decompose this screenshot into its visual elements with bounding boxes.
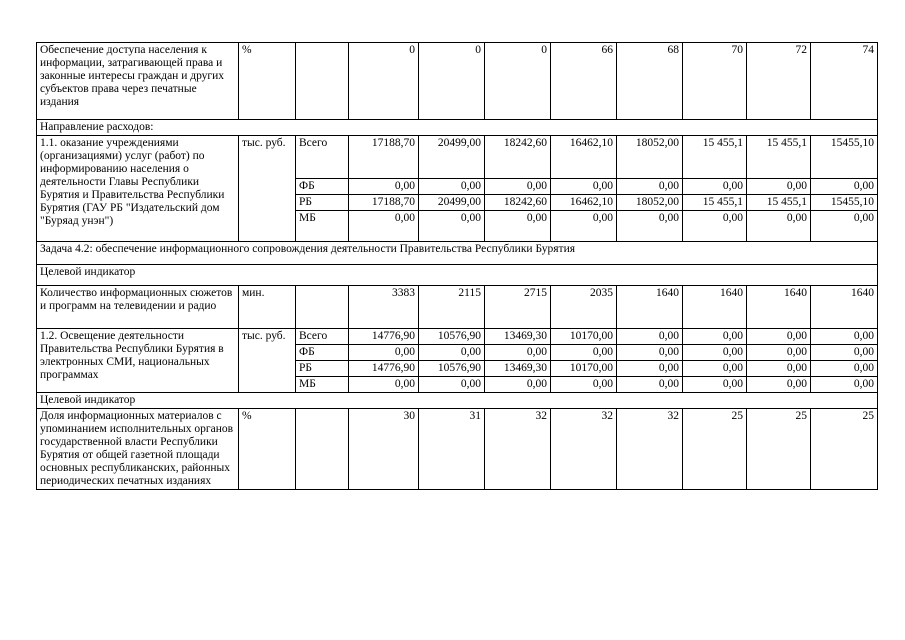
section-heading-indicator: Целевой индикатор (37, 265, 878, 286)
row-unit: мин. (239, 286, 296, 329)
value-cell: 16462,10 (551, 195, 617, 211)
row-name: 1.1. оказание учреждениями (организациями) услуг (работ) по информированию населения о деятельности Главы Республики Бурятия и Правительства Республики Бурятия (ГАУ РБ "Издательский дом "Буряад унэн") (37, 136, 239, 242)
value-cell: 0,00 (683, 345, 747, 361)
value-cell: 13469,30 (485, 361, 551, 377)
value-cell: 0,00 (683, 377, 747, 393)
value-cell: 0,00 (811, 179, 878, 195)
value-cell: 15455,10 (811, 195, 878, 211)
value-cell: 10170,00 (551, 329, 617, 345)
value-cell: 0,00 (617, 329, 683, 345)
sub-label: Всего (296, 329, 349, 345)
value-cell: 13469,30 (485, 329, 551, 345)
value-cell: 30 (349, 409, 419, 490)
row-name: Обеспечение доступа населения к информации, затрагивающей права и законные интересы граждан и других субъектов права через печатные издания (37, 43, 239, 120)
value-cell: 0,00 (485, 377, 551, 393)
row-name: 1.2. Освещение деятельности Правительства Республики Бурятия в электронных СМИ, национальных программах (37, 329, 239, 393)
value-cell: 10576,90 (419, 361, 485, 377)
sub-label: Всего (296, 136, 349, 179)
value-cell: 0,00 (617, 361, 683, 377)
value-cell: 0,00 (485, 345, 551, 361)
value-cell: 0 (419, 43, 485, 120)
value-cell: 70 (683, 43, 747, 120)
value-cell: 0,00 (419, 377, 485, 393)
value-cell: 25 (811, 409, 878, 490)
value-cell: 15 455,1 (683, 136, 747, 179)
value-cell: 20499,00 (419, 136, 485, 179)
value-cell: 0,00 (811, 345, 878, 361)
value-cell: 17188,70 (349, 136, 419, 179)
value-cell: 0,00 (349, 345, 419, 361)
value-cell: 0,00 (683, 329, 747, 345)
value-cell: 15455,10 (811, 136, 878, 179)
value-cell: 0,00 (485, 211, 551, 242)
value-cell: 18242,60 (485, 195, 551, 211)
value-cell: 0,00 (419, 345, 485, 361)
table-row-section (37, 120, 878, 136)
table-row-r12-total (37, 329, 878, 345)
value-cell: 0,00 (349, 211, 419, 242)
value-cell: 0,00 (617, 179, 683, 195)
value-cell: 0,00 (747, 345, 811, 361)
value-cell: 32 (551, 409, 617, 490)
section-heading-indicator: Целевой индикатор (37, 393, 878, 409)
value-cell: 1640 (747, 286, 811, 329)
value-cell: 0,00 (617, 345, 683, 361)
value-cell: 10576,90 (419, 329, 485, 345)
table-row-tv (37, 286, 878, 329)
value-cell: 2115 (419, 286, 485, 329)
value-cell: 2715 (485, 286, 551, 329)
value-cell: 18052,00 (617, 136, 683, 179)
value-cell: 3383 (349, 286, 419, 329)
value-cell: 0,00 (747, 179, 811, 195)
row-name: Количество информационных сюжетов и программ на телевидении и радио (37, 286, 239, 329)
value-cell: 0,00 (747, 211, 811, 242)
row-unit: % (239, 43, 296, 120)
value-cell: 0,00 (551, 345, 617, 361)
value-cell: 68 (617, 43, 683, 120)
value-cell: 0,00 (551, 211, 617, 242)
value-cell: 0,00 (419, 179, 485, 195)
value-cell: 0,00 (747, 361, 811, 377)
value-cell: 0,00 (747, 329, 811, 345)
value-cell: 14776,90 (349, 361, 419, 377)
value-cell: 0,00 (419, 211, 485, 242)
sub-label: МБ (296, 377, 349, 393)
value-cell: 14776,90 (349, 329, 419, 345)
row-unit: тыс. руб. (239, 329, 296, 393)
row-name: Доля информационных материалов с упоминанием исполнительных органов государственной власти Республики Бурятия от общей газетной площади основных республиканских, районных периодических печатных изданиях (37, 409, 239, 490)
section-heading-task: Задача 4.2: обеспечение информационного сопровождения деятельности Правительства Республики Бурятия (37, 242, 878, 265)
value-cell: 66 (551, 43, 617, 120)
table-row-section (37, 393, 878, 409)
value-cell: 72 (747, 43, 811, 120)
value-cell: 0,00 (683, 361, 747, 377)
value-cell: 0,00 (683, 179, 747, 195)
value-cell: 74 (811, 43, 878, 120)
value-cell: 0,00 (811, 377, 878, 393)
row-sub-empty (296, 409, 349, 490)
table-row-r11-total (37, 136, 878, 179)
value-cell: 0,00 (551, 377, 617, 393)
value-cell: 0,00 (617, 377, 683, 393)
value-cell: 20499,00 (419, 195, 485, 211)
value-cell: 0,00 (617, 211, 683, 242)
value-cell: 25 (683, 409, 747, 490)
value-cell: 1640 (811, 286, 878, 329)
table-row-share (37, 409, 878, 490)
row-unit: % (239, 409, 296, 490)
value-cell: 31 (419, 409, 485, 490)
value-cell: 0,00 (811, 211, 878, 242)
sub-label: ФБ (296, 179, 349, 195)
value-cell: 15 455,1 (747, 136, 811, 179)
row-unit: тыс. руб. (239, 136, 296, 242)
row-sub-empty (296, 286, 349, 329)
table-row-section (37, 242, 878, 265)
value-cell: 0 (485, 43, 551, 120)
section-heading-direction: Направление расходов: (37, 120, 878, 136)
table-row-access (37, 43, 878, 120)
value-cell: 2035 (551, 286, 617, 329)
value-cell: 17188,70 (349, 195, 419, 211)
sub-label: РБ (296, 195, 349, 211)
value-cell: 0,00 (811, 361, 878, 377)
value-cell: 1640 (617, 286, 683, 329)
value-cell: 0,00 (485, 179, 551, 195)
value-cell: 18242,60 (485, 136, 551, 179)
value-cell: 1640 (683, 286, 747, 329)
value-cell: 0,00 (551, 179, 617, 195)
table-body (37, 43, 878, 490)
value-cell: 0,00 (349, 179, 419, 195)
value-cell: 0,00 (811, 329, 878, 345)
sub-label: РБ (296, 361, 349, 377)
sub-label: ФБ (296, 345, 349, 361)
sub-label: МБ (296, 211, 349, 242)
row-sub-empty (296, 43, 349, 120)
table-row-section (37, 265, 878, 286)
value-cell: 16462,10 (551, 136, 617, 179)
value-cell: 0,00 (747, 377, 811, 393)
value-cell: 15 455,1 (683, 195, 747, 211)
value-cell: 0 (349, 43, 419, 120)
value-cell: 0,00 (683, 211, 747, 242)
value-cell: 25 (747, 409, 811, 490)
value-cell: 32 (617, 409, 683, 490)
budget-table (36, 42, 878, 490)
value-cell: 10170,00 (551, 361, 617, 377)
value-cell: 32 (485, 409, 551, 490)
value-cell: 18052,00 (617, 195, 683, 211)
value-cell: 0,00 (349, 377, 419, 393)
value-cell: 15 455,1 (747, 195, 811, 211)
